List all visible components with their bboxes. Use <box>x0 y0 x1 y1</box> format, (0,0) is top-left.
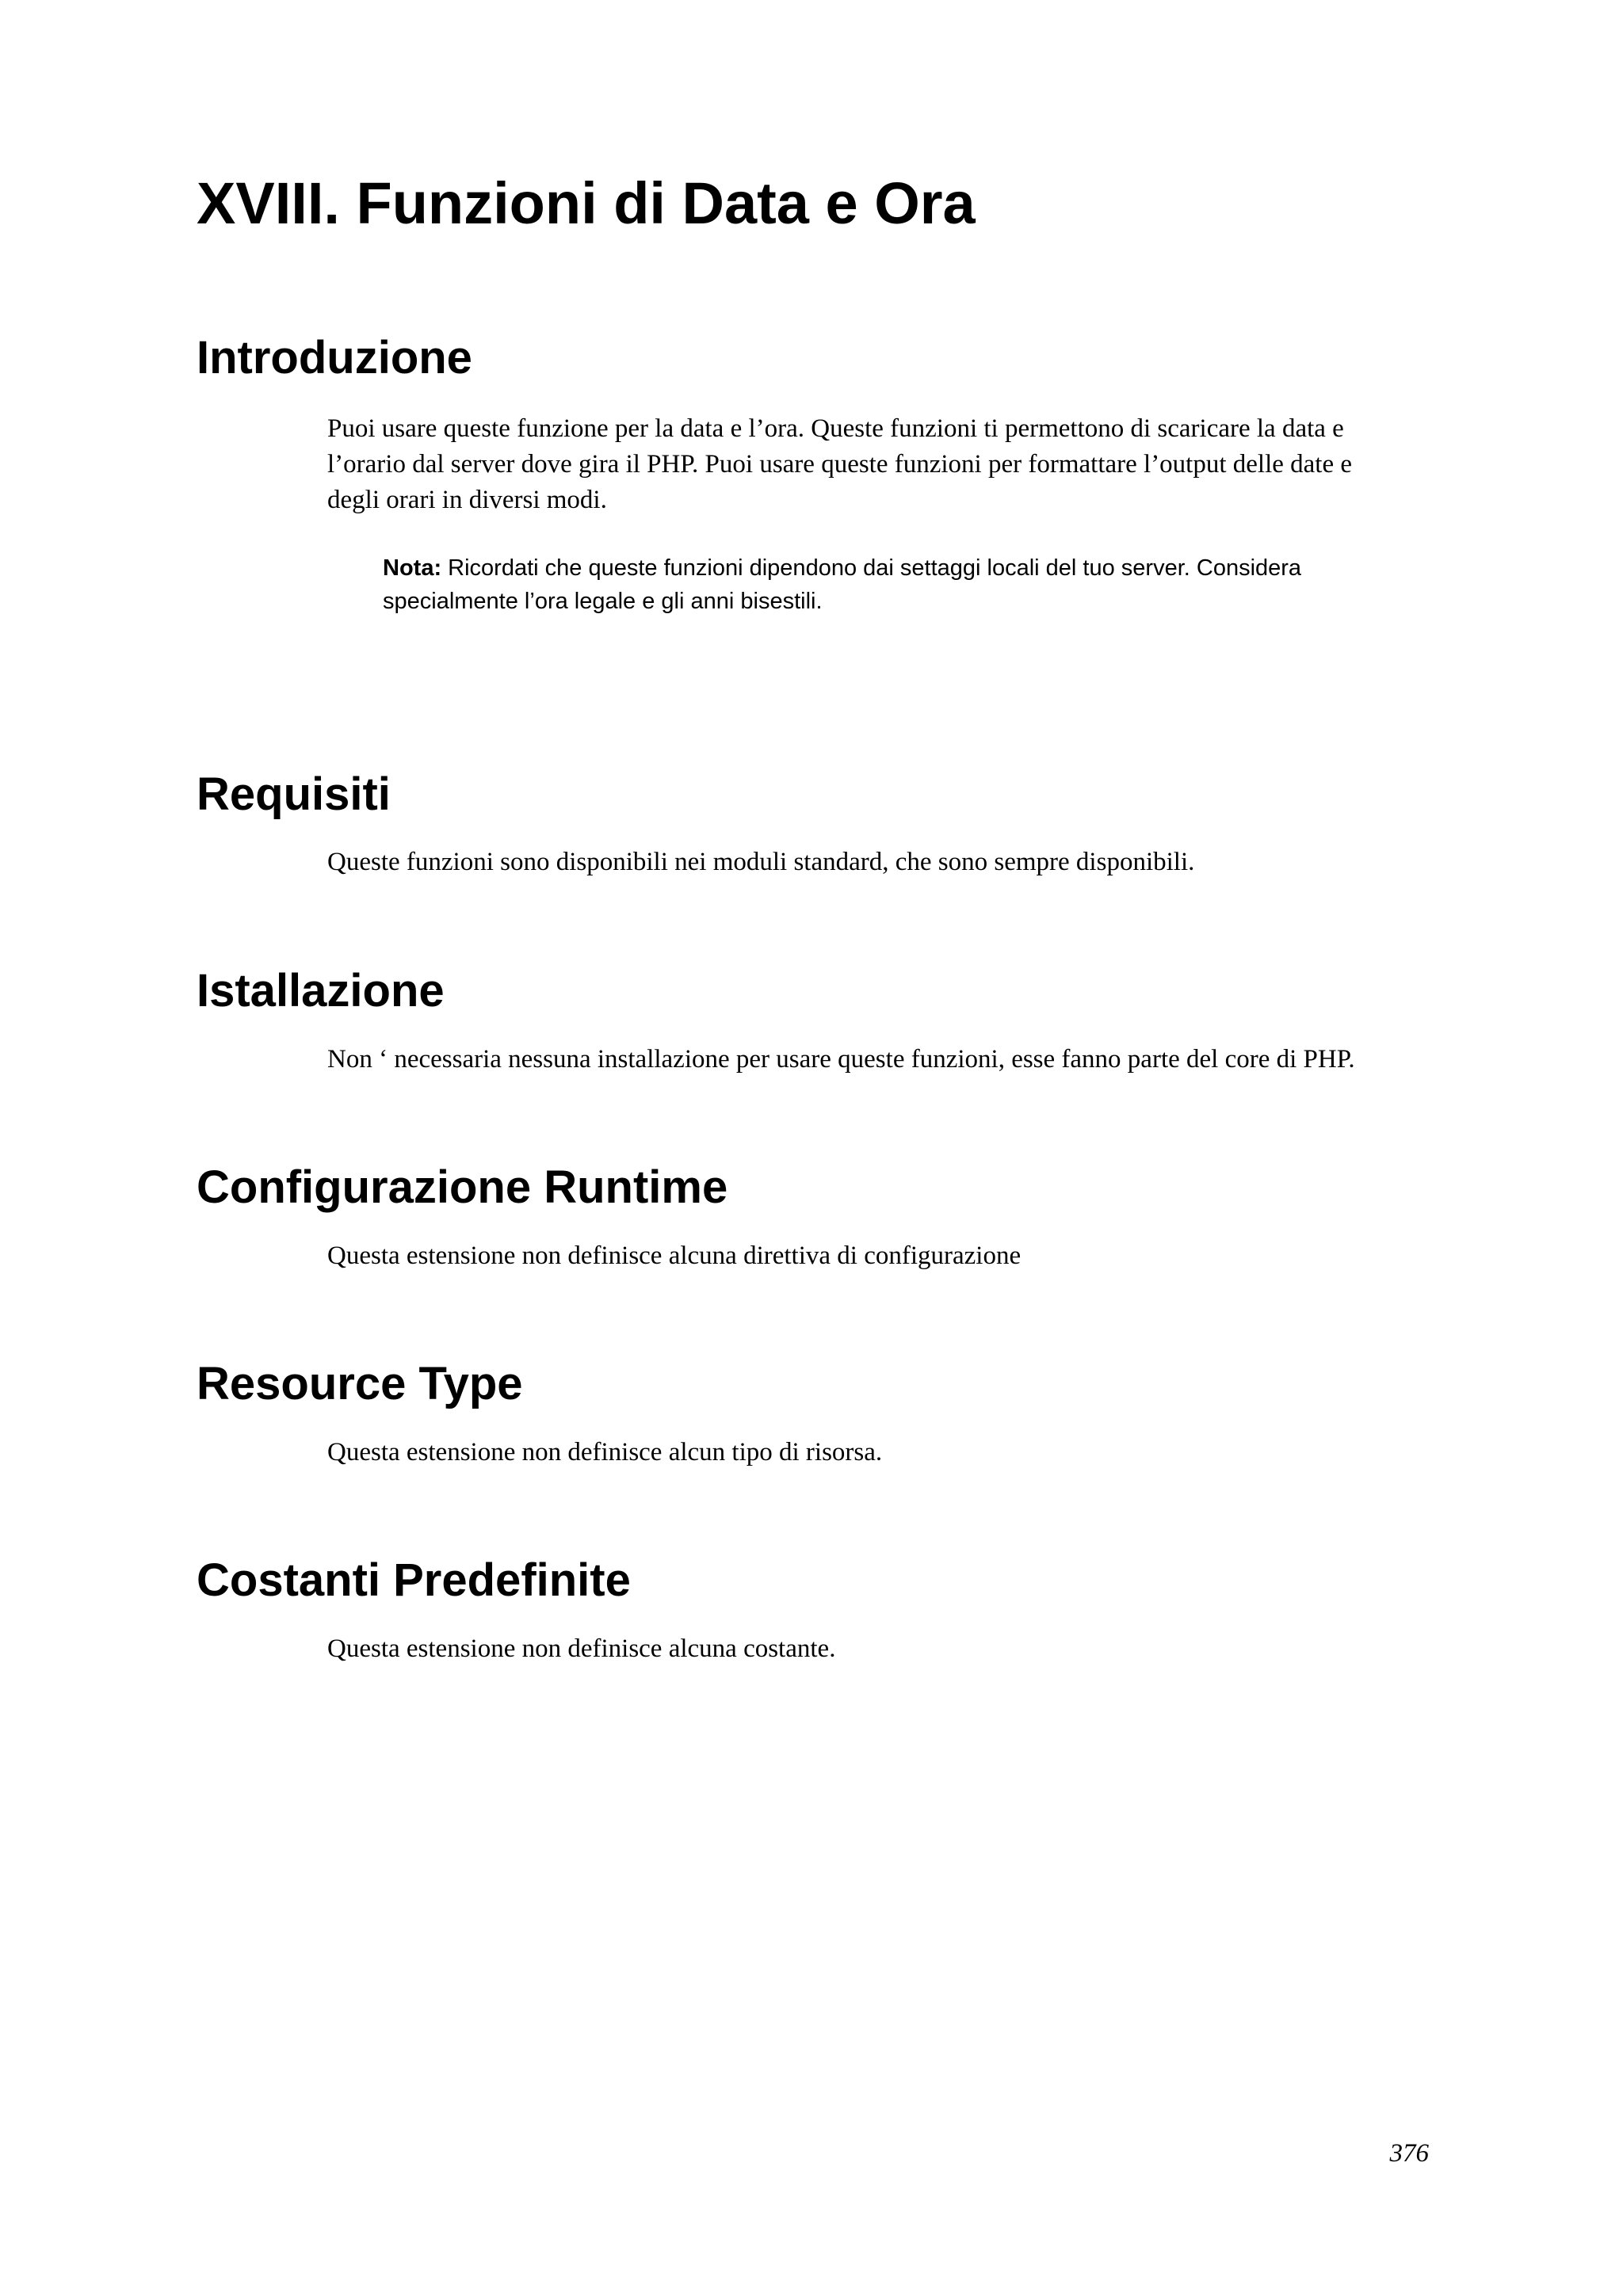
section-heading-resource-type: Resource Type <box>197 1358 523 1409</box>
paragraph-line: Questa estensione non definisce alcun tipo di risorsa. <box>327 1438 883 1466</box>
paragraph-line: Questa estensione non definisce alcuna direttiva di configurazione <box>327 1241 1022 1270</box>
note-box <box>383 551 1301 618</box>
paragraph-line: Questa estensione non definisce alcuna costante. <box>327 1634 836 1663</box>
requisiti-paragraph <box>327 845 1194 880</box>
paragraph-line: l’orario dal server dove gira il PHP. Puoi usare queste funzioni per formattare l’output delle date e <box>327 450 1353 479</box>
paragraph-line: Queste funzioni sono disponibili nei moduli standard, che sono sempre disponibili. <box>327 848 1195 876</box>
paragraph-line: Puoi usare queste funzione per la data e l’ora. Queste funzioni ti permettono di scaricare la data e <box>327 414 1344 443</box>
note-label: Nota: <box>383 555 442 581</box>
page-number: 376 <box>1389 2139 1429 2168</box>
configurazione-runtime-paragraph <box>327 1238 1021 1274</box>
chapter-title: XVIII. Funzioni di Data e Ora <box>197 170 976 236</box>
costanti-predefinite-paragraph <box>327 1631 835 1667</box>
note-line: specialmente l’ora legale e gli anni bisestili. <box>383 589 823 614</box>
section-heading-istallazione: Istallazione <box>197 965 445 1016</box>
section-heading-introduzione: Introduzione <box>197 332 472 383</box>
section-heading-configurazione-runtime: Configurazione Runtime <box>197 1161 728 1213</box>
istallazione-paragraph <box>327 1042 1355 1077</box>
note-line: Ricordati che queste funzioni dipendono dai settaggi locali del tuo server. Considera <box>441 555 1302 581</box>
section-heading-costanti-predefinite: Costanti Predefinite <box>197 1554 631 1606</box>
resource-type-paragraph <box>327 1435 882 1470</box>
paragraph-line: Non ‘ necessaria nessuna installazione per usare queste funzioni, esse fanno parte del core di PHP. <box>327 1045 1355 1074</box>
section-heading-requisiti: Requisiti <box>197 769 391 820</box>
introduzione-paragraph <box>327 411 1352 518</box>
paragraph-line: degli orari in diversi modi. <box>327 486 607 514</box>
